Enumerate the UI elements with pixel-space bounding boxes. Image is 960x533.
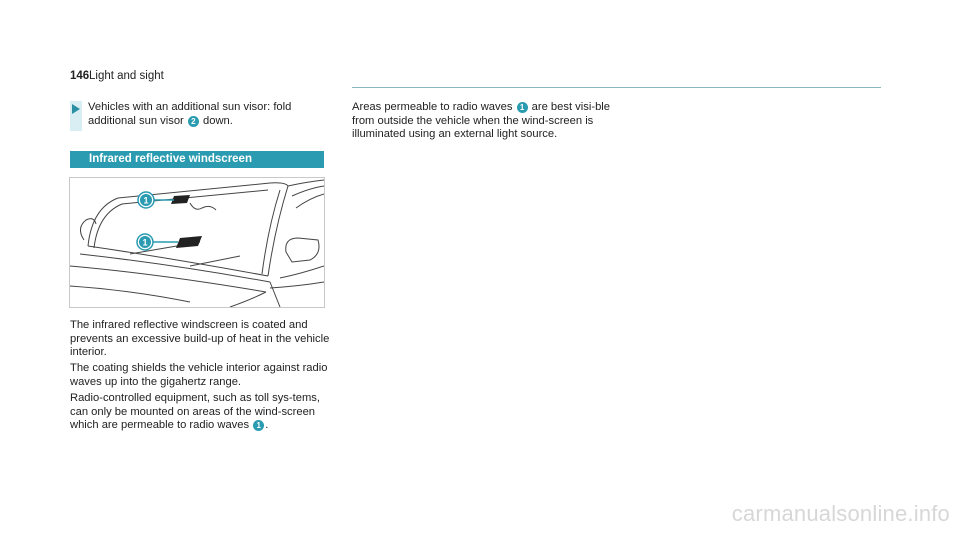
callout-top-label: 1 — [143, 195, 149, 206]
body-paragraph-3 — [70, 392, 330, 433]
right-before: Areas permeable to radio waves — [352, 101, 516, 113]
windscreen-drawing — [70, 178, 324, 307]
body-paragraph-2: The coating shields the vehicle interior against radio waves up into the gigahertz range. — [70, 362, 328, 388]
callout-1-icon: 1 — [253, 420, 264, 431]
callout-bottom-label: 1 — [142, 237, 148, 248]
windscreen-top-edge — [88, 183, 288, 246]
header-rule — [352, 87, 881, 88]
step-text — [88, 101, 333, 128]
rear-view-mirror — [190, 203, 216, 210]
side-mirror — [286, 238, 319, 262]
right-paragraph — [352, 101, 617, 142]
section-heading-text: Infrared reflective windscreen — [89, 153, 252, 165]
para3-after: . — [265, 419, 269, 431]
para3-before: Radio-controlled equipment, such as toll sys-tems, can only be mounted on areas of the wind-screen which are permeable to radio waves — [70, 392, 320, 431]
right-after: are best visi-ble from outside the vehicle when the wind-screen is illuminated using an external light source. — [352, 101, 611, 140]
callout-2-icon: 2 — [188, 116, 199, 127]
windscreen-bottom-edge — [88, 246, 268, 276]
step-text-after: down. — [199, 114, 233, 127]
body-paragraph-1: The infrared reflective windscreen is coated and prevents an excessive build-up of heat in the vehicle interior. — [70, 319, 330, 358]
windscreen-illustration — [69, 177, 325, 308]
section-title: Light and sight — [89, 70, 164, 82]
instruction-step — [70, 101, 330, 131]
callout-1-right-icon: 1 — [517, 102, 528, 113]
a-pillar — [268, 186, 288, 276]
permeable-area-bottom — [176, 236, 202, 248]
callout-bottom-icon — [137, 234, 153, 250]
watermark: carmanualsonline.info — [731, 501, 950, 526]
section-heading — [70, 151, 324, 168]
page-number: 146 — [70, 70, 90, 82]
step-text-before: Vehicles with an additional sun visor: fold additional sun visor — [88, 101, 292, 127]
a-pillar-inner — [262, 190, 280, 274]
step-arrow-icon — [72, 104, 80, 114]
callout-top-icon — [138, 192, 154, 208]
